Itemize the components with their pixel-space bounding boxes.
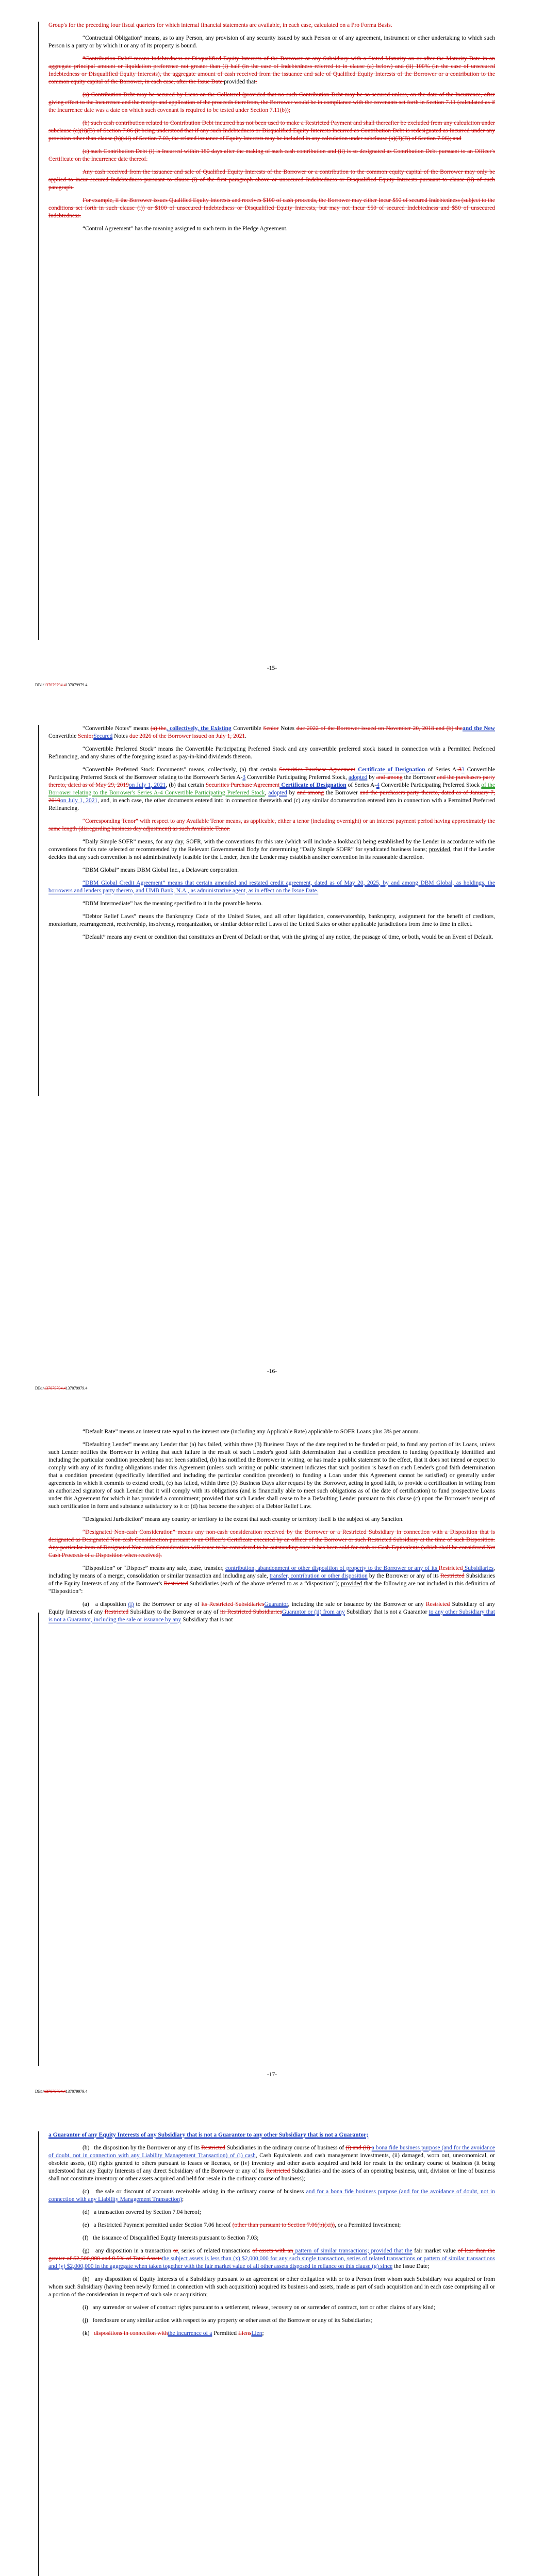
list-item [48, 2188, 495, 2204]
text-run: Subsidiary to the Borrower or any of [128, 1609, 220, 1615]
text-run: , including by means of a merger, consolidation or similar transaction and including any sale, [48, 1565, 495, 1579]
paragraph [48, 725, 495, 740]
list-item [48, 2317, 495, 2325]
deleted-text: For example, if the Borrower issues Qualified Equity Interests and receives $100 of cash proceeds, the Borrower may either Incur $50 of secured Indebtedness (subject to the conditions set forth in such clause (i)) or $100 of unsecured Indebtedness or Disqualified Equity Interests, but may not Incur $50 of secured Indebtedness and $50 of unsecured Indebtedness. [48, 197, 495, 219]
paragraph [48, 148, 495, 163]
inserted-text: the incurrence of a [168, 2330, 212, 2336]
change-bar [38, 725, 39, 1096]
text-run: (a) a disposition [83, 1601, 128, 1607]
text-run: , or a Permitted Investment; [335, 2222, 401, 2228]
text-run: (j) foreclosure or any similar action with respect to any property or other asset of the Borrower or any of its Subsidiaries; [83, 2317, 372, 2324]
document-id: DB1/137079794.4137079979.4 [35, 1386, 88, 1391]
deleted-text: Restricted [266, 2168, 290, 2174]
text-run: . [245, 733, 246, 739]
list-item [48, 2276, 495, 2299]
page-15 [0, 0, 544, 703]
deleted-text: Restricted [438, 1565, 463, 1571]
inserted-text: and the New [462, 725, 495, 732]
deleted-text: and the purchasers party thereto, dated as of May 29, 2019 [48, 774, 496, 788]
deleted-text: Restricted [440, 1573, 465, 1579]
deleted-text: (a) the [150, 725, 167, 732]
inserted-text: Lien [251, 2330, 262, 2336]
text-run: (h) any disposition of Equity Interests of a Subsidiary pursuant to an agreement or other obligation with or to a Person from whom such Subsidiary was acquired or from whom such Subsidiary (having been newly formed in connection with such acquisition) acquired its business and assets, made as part of such acquisition and in each case comprising all or a portion of the consideration in respect of such sale or acquisition; [48, 2276, 495, 2298]
paragraph [48, 818, 495, 833]
inserted-text: the subject assets is less than (x) $2,000,000 for any such single transaction, series of related transactions or pattern of similar transactions and (y) $2,000,000 in the aggregate when taken together with the fair market value of all other assets disposed in reliance on this clause (g) since [48, 2256, 495, 2269]
text-run: Subsidiaries and the assets of an operating business, unit, division or line of business shall not constitute inventory or other assets acquired and held for resale in the ordinary course of business); [48, 2168, 495, 2182]
text-run: , Cash Equivalents and cash management investments, (ii) damaged, worn out, uneconomical, or obsolete assets, (iii) rights granted to others pursuant to leases or licenses, or (iv) inventory and other assets acquired and held for resale in the ordinary course of business (it being understood that any Equity Interests of any direct Subsidiary of the Borrower or any of its [48, 2153, 495, 2174]
text-run: ; [182, 2196, 184, 2202]
paragraph [48, 55, 495, 86]
page-body [48, 725, 495, 946]
text-run: Subsidiary of any Equity Interests of any [48, 1601, 495, 1615]
paragraph [48, 766, 495, 812]
underlined-text: provided [341, 1581, 362, 1587]
deleted-text: or [173, 2248, 178, 2254]
page-18 [0, 2110, 544, 2576]
text-run: “Convertible Preferred Stock” means the Convertible Participating Preferred Stock and any convertible preferred stock issued in connection with a Permitted Preferred Refinancing, and any shares of the foregoing issued as pay-in-kind dividends thereon. [48, 746, 495, 760]
inserted-text: Subsidiaries [463, 1565, 494, 1571]
document-id: DB1/137079794.4137079979.4 [35, 2089, 88, 2094]
text-run: “Designated Jurisdiction” means any country or territory to the extent that such country or territory itself is the subject of any Sanction. [83, 1516, 404, 1522]
inserted-text: on July 1, 2021 [128, 782, 166, 788]
inserted-text: (i) [128, 1601, 134, 1607]
text-run: Convertible [48, 733, 78, 739]
inserted-text: of the Borrower relating to the Borrower's Series A-4 Convertible Participating Preferred Stock [48, 782, 496, 796]
text-run: , and, in each case, the other documents entered into in connection therewith and (c) any similar documentation entered into in connection with a Permitted Preferred Refinancing. [48, 798, 495, 811]
page-number: -16- [267, 1368, 277, 1375]
page-body [48, 2131, 495, 2343]
list-item [48, 2247, 495, 2270]
text-run: Notes [112, 733, 129, 739]
page-body [48, 1428, 495, 1629]
deleted-text: (i) and (ii) [345, 2145, 372, 2151]
deleted-text: “Designated Non-cash Consideration” means any non-cash consideration received by the Borrower or a Restricted Subsidiary in connection with a Disposition that is designated as Designated Non-cash Consideration pursuant to an Officer's Certificate executed by an officer of the Borrower or such Restricted Subsidiary at the time of such Disposition. Any particular item of Designated Non-cash Consideration will cease to be considered to be outstanding once it has been sold for cash or Cash Equivalents (which shall be considered Net Cash Proceeds of a Disposition when received). [48, 1529, 495, 1558]
deleted-text: its Restricted Subsidiaries [201, 1601, 265, 1607]
text-run: “Default” means any event or condition that constitutes an Event of Default or that, with the giving of any notice, the passage of time, or both, would be an Event of Default. [83, 934, 493, 940]
list-item [48, 2234, 495, 2242]
inserted-text: a Guarantor of any Equity Interests of any Subsidiary that is not a Guarantor to any other Subsidiary that is not a Guarantor; [48, 2132, 369, 2138]
text-run: “Daily Simple SOFR” means, for any day, SOFR, with the conventions for this rate (which will include a lookback) being established by the Lender in accordance with the conventions for this rate selected or recommended by the Relevant Governmental Body for determining “Daily Simple SOFR” for syndicated business loans; [48, 839, 495, 853]
list-item [48, 2330, 495, 2337]
inserted-text: , [178, 2248, 179, 2254]
text-run: by [367, 774, 376, 781]
inserted-text: contribution, abandonment or other disposition of property to the Borrower or any of its [225, 1565, 439, 1571]
deleted-text: (a) Contribution Debt may be secured by Liens on the Collateral (provided that no such Contribution Debt may be so secured unless, on the date of the Incurrence, after giving effect to the Incurrence and the receipt and application of the proceeds therefrom, the Borrower would be in compliance with the covenants set forth in Section 7.11 (calculated as if the Incurrence date was a date on which such covenant is required to be tested under Section 7.11(b)); [48, 92, 495, 113]
text-run: “Default Rate” means an interest rate equal to the interest rate (including any Applicable Rate) applicable to SOFR Loans plus 3% per annum. [83, 1429, 420, 1435]
deleted-text: and among [297, 790, 324, 796]
text-run: “Control Agreement” has the meaning assigned to such term in the Pledge Agreement. [83, 226, 288, 232]
deleted-text: Securities Purchase Agreement [279, 767, 355, 773]
paragraph [48, 197, 495, 220]
paragraph [48, 1428, 495, 1436]
text-run: , (b) that certain [166, 782, 206, 788]
text-run: (d) a transaction covered by Section 7.04 hereof; [83, 2209, 201, 2215]
page-number: -17- [267, 2072, 277, 2078]
text-run: (e) a Restricted Payment permitted under Section 7.06 hereof [83, 2222, 233, 2228]
inserted-text: Secured [93, 733, 113, 739]
text-run: provided that [224, 79, 256, 85]
deleted-text: due 2026 of the Borrower issued on July 1, 2021 [129, 733, 245, 739]
text-run: Subsidiaries (each of the above referred to as a “disposition”); [188, 1581, 341, 1587]
paragraph [48, 900, 495, 908]
text-run: of Series A- [425, 767, 459, 773]
deleted-text: Restricted [201, 2145, 225, 2151]
text-run: to the Borrower or any of [134, 1601, 202, 1607]
deleted-text: Senior [263, 725, 279, 732]
paragraph [48, 934, 495, 941]
underlined-text: provided [428, 846, 450, 853]
paragraph [48, 867, 495, 874]
change-bar [38, 22, 39, 640]
text-run: Subsidiary that is not a Guarantor [344, 1609, 429, 1615]
text-run: the Issue Date; [392, 2263, 430, 2269]
deleted-text: dispositions in connection with [94, 2330, 168, 2336]
deleted-text: Liens [238, 2330, 252, 2336]
text-run: the Borrower [323, 790, 360, 796]
paragraph [48, 120, 495, 143]
text-run: fair market value [412, 2248, 458, 2254]
text-run: “Convertible Notes” means [83, 725, 151, 732]
list-item [48, 2209, 495, 2216]
deleted-text: : [255, 79, 257, 85]
paragraph [48, 91, 495, 114]
paragraph [48, 1565, 495, 1596]
inserted-text: to any other Subsidiary that is not a Guarantor, including the sale or issuance by any [48, 1609, 495, 1623]
deleted-text: Any cash received from the issuance and sale of Qualified Equity Interests of the Borrower or a contribution to the common equity capital of the Borrower may only be applied to incur secured Indebtedness pursuant to clause (i) of the first paragraph above or unsecured Indebtedness or Disqualified Equity Interests pursuant to clause (ii) of such paragraph. [48, 169, 495, 191]
text-run: Convertible Participating Preferred Stock of the Borrower relating to the Borrower's Series A- [48, 767, 495, 781]
paragraph [48, 22, 495, 29]
deleted-text: and the purchasers party thereto, dated as of January 7, 2019 [48, 790, 496, 804]
paragraph [48, 1441, 495, 1511]
text-run: that the following are not included in this definition of “Disposition”: [48, 1581, 496, 1595]
deleted-text: of less than the greater of $2,500,000 and 0.5% of Total Assets [48, 2248, 495, 2262]
paragraph [48, 879, 495, 895]
paragraph [48, 838, 495, 861]
inserted-text: Certificate of Designation [279, 782, 347, 788]
text-run: “DBM Global” means DBM Global Inc., a Delaware corporation. [83, 867, 239, 873]
text-run: (c) the sale or discount of accounts receivable arising in the ordinary course of business [83, 2189, 306, 2195]
inserted-text: “DBM Global Credit Agreement” means that certain amended and restated credit agreement, dated as of May 20, 2025, by and among DBM Global, as holdings, the borrowers and lenders party thereto, and UMB Bank, N.A., as administrative agent, as in effect on the Issue Date. [48, 880, 495, 894]
inserted-text: 4 [376, 782, 380, 788]
deleted-text: (b) such cash contribution related to Contribution Debt incurred has not been used to make a Restricted Payment and shall thereafter be excluded from any calculation under subclause (a)(ii)(B) of Section 7.06 (it being understood that if any such Indebtedness or Disqualified Equity Interests Incurred as Contribution Debt is redesignated as Incurred under any provision other than clause (b)(xii) of Section 7.03, the related issuance of Equity Interests may be included in any calculation under subclause (a)(3)(B) of Section 7.06); and [48, 120, 495, 142]
change-bar [38, 2131, 39, 2576]
deleted-text: 3 [458, 767, 461, 773]
inserted-text: adopted [268, 790, 287, 796]
text-run: “Debtor Relief Laws” means the Bankruptcy Code of the United States, and all other liquidation, conservatorship, bankruptcy, assignment for the benefit of creditors, moratorium, rearrangement, receivership, insolvency, reorganization, or similar debtor relief Laws of the United States or other applicable jurisdictions from time to time in effect. [48, 913, 495, 927]
inserted-text: 3 [461, 767, 465, 773]
page-16 [0, 703, 544, 1406]
list-item [48, 1601, 495, 1624]
page-17 [0, 1406, 544, 2110]
deleted-text: Restricted [425, 1601, 450, 1607]
text-run: Convertible Participating Preferred Stock, [245, 774, 349, 781]
paragraph [48, 35, 495, 50]
text-run: Subsidiaries of the Equity Interests of any of the Borrower's [48, 1573, 495, 1587]
page-body [48, 22, 495, 238]
text-run: Permitted [212, 2330, 238, 2336]
change-bar [38, 1613, 39, 2066]
text-run: “Convertible Preferred Stock Documents” means, collectively, (a) that certain [83, 767, 279, 773]
inserted-text: , collectively, the Existing [166, 725, 232, 732]
deleted-text: due 2022 of the Borrower issued on November 20, 2018 and (b) the [296, 725, 463, 732]
inserted-text: a bona fide business purpose (and for the avoidance of doubt, not in connection with any Liability Management Transaction) of (i) cash [48, 2145, 496, 2159]
text-run: by [287, 790, 298, 796]
text-run: Convertible Participating Preferred Stock [379, 782, 482, 788]
inserted-text: pattern of similar transactions; provided that the [293, 2248, 413, 2254]
text-run: Notes [278, 725, 296, 732]
text-run: Convertible [231, 725, 263, 732]
text-run: “Contractual Obligation” means, as to any Person, any provision of any security issued by such Person or of any agreement, instrument or other undertaking to which such Person is a party or by which it or any of its property is bound. [48, 35, 495, 49]
text-run: (b) the disposition by the Borrower or any of its [83, 2145, 202, 2151]
deleted-text: Group's for the preceding four fiscal quarters for which internal financial statements are available, in each case, calculated on a Pro Forma Basis. [48, 22, 392, 28]
paragraph [48, 2131, 495, 2139]
inserted-text: Guarantor [264, 1601, 288, 1607]
paragraph [48, 1516, 495, 1523]
deleted-text: (other than pursuant to Section 7.06(b)(xi)) [232, 2222, 335, 2228]
list-item [48, 2144, 495, 2183]
text-run: by the Borrower or any of its [367, 1573, 441, 1579]
text-run: , including the sale or issuance by the Borrower or any [288, 1601, 426, 1607]
deleted-text: (c) such Contribution Debt (i) is Incurred within 180 days after the making of such cash contribution and (ii) is so designated as Contribution Debt pursuant to an Officer's Certificate on the Incurrence date thereof. [48, 148, 495, 162]
paragraph [48, 745, 495, 761]
inserted-text: Guarantor or (ii) from any [282, 1609, 345, 1615]
deleted-text: Senior [78, 733, 94, 739]
inserted-text: adopted [348, 774, 368, 781]
text-run: (g) any disposition in a transaction [83, 2248, 173, 2254]
deleted-text: “Contribution Debt” means Indebtedness or Disqualified Equity Interests of the Borrower or any Subsidiary with a Stated Maturity on or after the Maturity Date in an aggregate principal amount or liquidation preference not greater than (i) half (in the case of Indebtedness referred to in clause (a) below) and (ii) 100% (in the case of unsecured Indebtedness or Disqualified Equity Interests), the aggregate amount of cash received from the issuance and sale of Qualified Equity Interests of the Borrower or a contribution to the common equity capital of the Borrower, in each case, after the Issue Date [48, 56, 495, 85]
text-run: Subsidiary that is not [181, 1617, 233, 1623]
page-number: -15- [267, 665, 277, 671]
text-run: , that if the Lender decides that any such convention is not administratively feasible for the Lender, then the Lender may establish another convention in its reasonable discretion. [48, 846, 495, 860]
deleted-text: and among [376, 774, 403, 781]
paragraph [48, 913, 495, 928]
paragraph [48, 168, 495, 192]
deleted-text: Restricted [104, 1609, 129, 1615]
inserted-text: and for a bona fide business purpose (and for the avoidance of doubt, not in connection with any Liability Management Transaction) [48, 2189, 496, 2202]
deleted-text: of assets with an [252, 2248, 293, 2254]
text-run: series of related transactions [179, 2248, 253, 2254]
text-run: (f) the issuance of Disqualified Equity Interests pursuant to Section 7.03; [83, 2235, 259, 2241]
deleted-text: “Corresponding Tenor” with respect to any Available Tenor means, as applicable, either a tenor (including overnight) or an interest payment period having approximately the same length (disregarding business day adjustment) as such Available Tenor. [48, 818, 495, 832]
text-run: (i) any surrender or waiver of contract rights pursuant to a settlement, release, recovery on or surrender of contract, tort or other claims of any kind; [83, 2304, 435, 2311]
list-item [48, 2304, 495, 2312]
inserted-text: on July 1, 2021 [60, 798, 98, 804]
text-run: (k) [83, 2330, 94, 2336]
text-run: Subsidiaries in the ordinary course of business of [225, 2145, 346, 2151]
inserted-text: transfer, contribution or other disposition [269, 1573, 368, 1579]
text-run: “DBM Intermediate” has the meaning specified to it in the preamble hereto. [83, 901, 263, 907]
deleted-text: Securities Purchase Agreement [205, 782, 280, 788]
paragraph [48, 1529, 495, 1560]
text-run: ; [262, 2330, 264, 2336]
inserted-text: 3 [242, 774, 246, 781]
text-run: “Defaulting Lender” means any Lender that (a) has failed, within three (3) Business Days of the date required to be funded or paid, to fund any portion of its Loans, unless such Lender notifies the Borrower in writing that such failure is the result of such Lender's good faith determination that a condition precedent to funding (specifically identified and including the particular condition precedent) has not been satisfied, (b) has notified the Borrower in writing, or has made a public statement to the effect, that it does not intend or expect to comply with any of its funding obligations under this Agreement (unless such writing or public statement indicates that such position is based on such Lender's good faith determination that a condition precedent (specifically identified and including the particular condition precedent) to funding a Loan under this Agreement cannot be satisfied) or generally under agreements in which it commits to extend credit, (c) has failed, within three (3) Business Days after request by the Borrower, acting in good faith, to provide a certification in writing from an authorized signatory of such Lender that it will comply with its obligations (and is financially able to meet such obligations as of the date of certification) to fund prospective Loans under this Agreement for which it has provided a commitment; provided that such Lender shall cease to be a Defaulting Lender pursuant to this clause (c) upon the Borrower's receipt of such certification in form and substance satisfactory to it or (d) has become the subject of a Debtor Relief Law. [48, 1442, 495, 1510]
text-run: , [265, 790, 269, 796]
deleted-text: its Restricted Subsidiaries [220, 1609, 282, 1615]
text-run: “Disposition” or “Dispose” means any sale, lease, transfer, [83, 1565, 226, 1571]
text-run: of Series A- [346, 782, 377, 788]
deleted-text: Restricted [163, 1581, 188, 1587]
list-item [48, 2222, 495, 2229]
text-run: the Borrower [402, 774, 437, 781]
inserted-text: Certificate of Designation [355, 767, 425, 773]
document-id: DB1/137079794.4137079979.4 [35, 683, 88, 687]
paragraph [48, 225, 495, 233]
